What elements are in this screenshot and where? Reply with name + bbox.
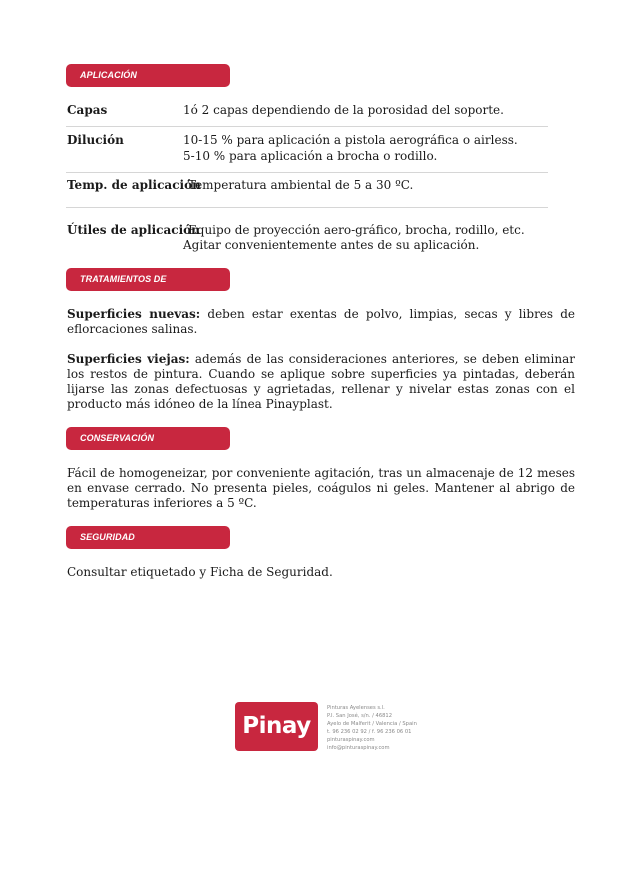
superficies-nuevas-label: Superficies nuevas:: [67, 307, 201, 321]
section-header-tratamientos: TRATAMIENTOS DE SUPERFICIES: [66, 268, 230, 291]
divider: [66, 172, 548, 173]
paragraph-seguridad: Consultar etiquetado y Ficha de Seguridad.: [67, 565, 333, 579]
superficies-viejas-text: además de las consideraciones anteriores, se deben eliminar los restos de pintura. Cuando se aplique sobre superficies ya pintadas, deberán lijarse las zonas defectuosas y agrietadas, rellenar y nivelar estas zonas con el producto más idóneo de la línea Pinayplast.: [67, 352, 575, 411]
company-address: P.I. San José, s/n. / 46812: [327, 713, 393, 719]
logo-text: Pinay: [242, 713, 311, 739]
row-label-capas: Capas: [67, 103, 108, 117]
section-header-aplicacion: APLICACIÓN: [66, 64, 230, 87]
company-city: Ayelo de Malferit / Valencia / Spain: [327, 721, 417, 727]
row-value-utiles-2: Agitar convenientemente antes de su aplicación.: [183, 238, 480, 252]
paragraph-superficies-viejas: [67, 352, 575, 412]
row-value-dilucion-2: 5-10 % para aplicación a brocha o rodillo.: [183, 149, 438, 163]
row-value-utiles-1: Equipo de proyección aero-gráfico, brocha, rodillo, etc.: [188, 223, 525, 237]
divider: [66, 207, 548, 208]
superficies-viejas-label: Superficies viejas:: [67, 352, 190, 366]
pinay-logo: [235, 702, 318, 751]
row-label-utiles: Útiles de aplicación: [67, 223, 200, 237]
row-value-temp: Temperatura ambiental de 5 a 30 ºC.: [188, 178, 414, 192]
company-email[interactable]: info@pinturaspinay.com: [327, 745, 390, 751]
row-label-dilucion: Dilución: [67, 133, 124, 147]
section-header-conservacion: CONSERVACIÓN: [66, 427, 230, 450]
company-info: [327, 704, 417, 752]
paragraph-superficies-nuevas: [67, 307, 575, 337]
company-website[interactable]: pinturaspinay.com: [327, 737, 375, 743]
divider: [66, 126, 548, 127]
company-name: Pinturas Ayelenses s.l.: [327, 705, 385, 711]
superficies-nuevas-text: deben estar exentas de polvo, limpias, secas y libres de eflorcaciones salinas.: [67, 307, 575, 336]
company-phone: t. 96 236 02 92 / f. 96 236 06 01: [327, 729, 412, 735]
paragraph-conservacion: Fácil de homogeneizar, por conveniente agitación, tras un almacenaje de 12 meses en envase cerrado. No presenta pieles, coágulos ni geles. Mantener al abrigo de temperaturas inferiores a 5 ºC.: [67, 466, 575, 510]
row-label-temp: Temp. de aplicación: [67, 178, 201, 192]
row-value-dilucion-1: 10-15 % para aplicación a pistola aerográfica o airless.: [183, 133, 518, 147]
section-header-seguridad: SEGURIDAD: [66, 526, 230, 549]
row-value-capas: 1ó 2 capas dependiendo de la porosidad del soporte.: [183, 103, 504, 117]
